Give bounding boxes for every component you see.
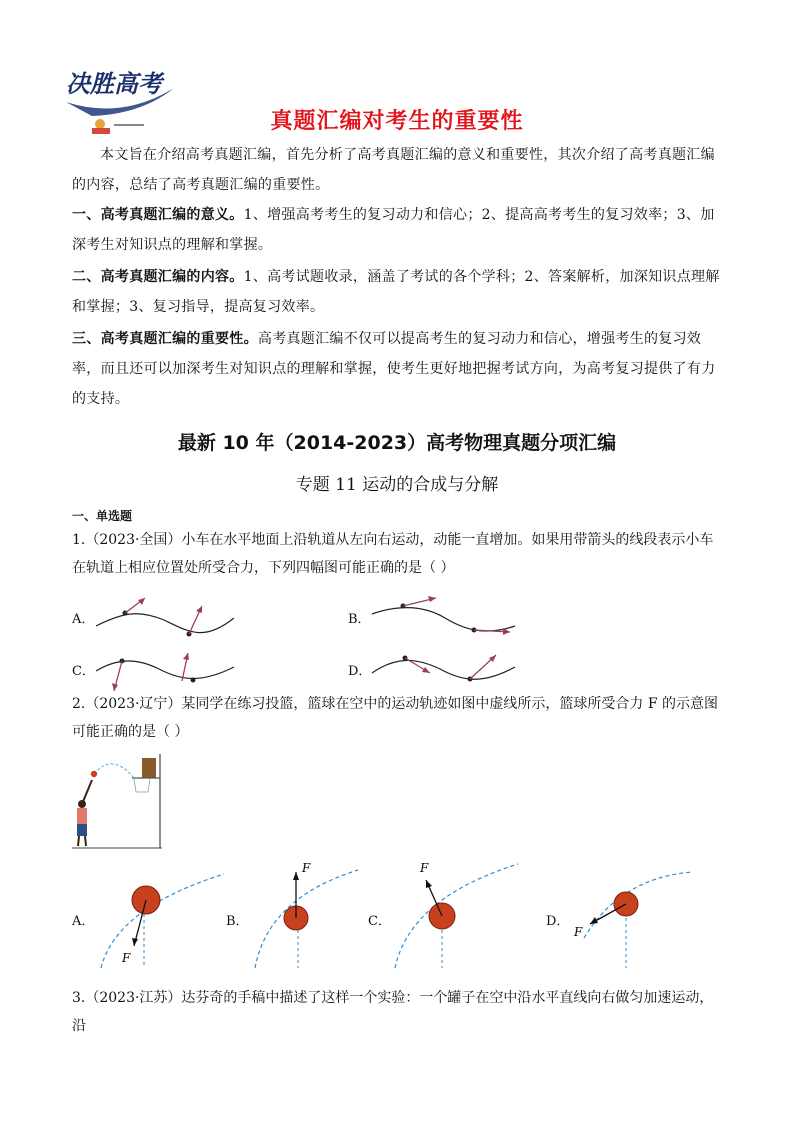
point-heading: 三、高考真题汇编的重要性。	[72, 331, 258, 347]
q1-option-b-label: B．	[348, 612, 371, 627]
logo-text: 决胜高考	[66, 69, 162, 98]
force-label: F	[420, 861, 429, 875]
q1-option-c-label: C．	[72, 664, 95, 679]
sub-title: 专题 11 运动的合成与分解	[295, 475, 499, 495]
page-title: 真题汇编对考生的重要性	[270, 109, 524, 134]
main-title: 最新 10 年（2014-2023）高考物理真题分项汇编	[177, 432, 617, 454]
question-3-text: 3.（2023·江苏）达芬奇的手稿中描述了这样一个实验：一个罐子在空中沿水平直线向右做匀加速运动，沿	[72, 990, 714, 1034]
section-heading: 一、单选题	[72, 509, 133, 523]
point-3	[72, 324, 724, 414]
q2-option-c-diagram	[390, 858, 520, 968]
q2-option-b-label: B．	[226, 914, 249, 929]
q2-option-a-label: A．	[72, 914, 95, 929]
q2-option-d-diagram	[570, 858, 700, 968]
point-body: 1、增强高考考生的复习动力和信心；2、提高高考考生的复习效率；3、加深考生对知识点的理解和掌握。	[72, 207, 715, 253]
force-label: F	[574, 925, 583, 939]
point-heading: 一、高考真题汇编的意义。	[72, 207, 244, 223]
q1-option-a-label: A．	[72, 612, 95, 627]
force-label: F	[302, 861, 311, 875]
q2-option-d-label: D．	[546, 914, 570, 929]
q1-option-d-label: D．	[348, 664, 372, 679]
q2-option-c-label: C．	[368, 914, 391, 929]
intro-paragraph: 本文旨在介绍高考真题汇编，首先分析了高考真题汇编的意义和重要性，其次介绍了高考真题汇编的内容，总结了高考真题汇编的重要性。	[72, 147, 715, 193]
question-2-text: 2.（2023·辽宁）某同学在练习投篮，篮球在空中的运动轨迹如图中虚线所示，篮球所受合力 F 的示意图可能正确的是（ ）	[72, 696, 719, 740]
point-1	[72, 200, 724, 260]
point-body: 高考真题汇编不仅可以提高考生的复习动力和信心，增强考生的复习效率，而且还可以加深考生对知识点的理解和掌握，使考生更好地把握考试方向，为高考复习提供了有力的支持。	[72, 331, 716, 407]
point-2	[72, 262, 724, 322]
force-label: F	[122, 951, 131, 965]
point-body: 1、高考试题收录，涵盖了考试的各个学科；2、答案解析，加深知识点理解和掌握；3、复习指导，提高复习效率。	[72, 269, 720, 315]
q2-option-a-diagram	[96, 868, 226, 968]
q2-scene-diagram	[72, 752, 167, 852]
point-heading: 二、高考真题汇编的内容。	[72, 269, 244, 285]
q2-option-b-diagram	[250, 858, 360, 968]
question-1-text: 1.（2023·全国）小车在水平地面上沿轨道从左向右运动，动能一直增加。如果用带箭头的线段表示小车在轨道上相应位置处所受合力，下列四幅图可能正确的是（ ）	[72, 532, 714, 576]
q1-option-b-diagram	[370, 590, 530, 650]
q1-option-a-diagram	[94, 590, 254, 650]
